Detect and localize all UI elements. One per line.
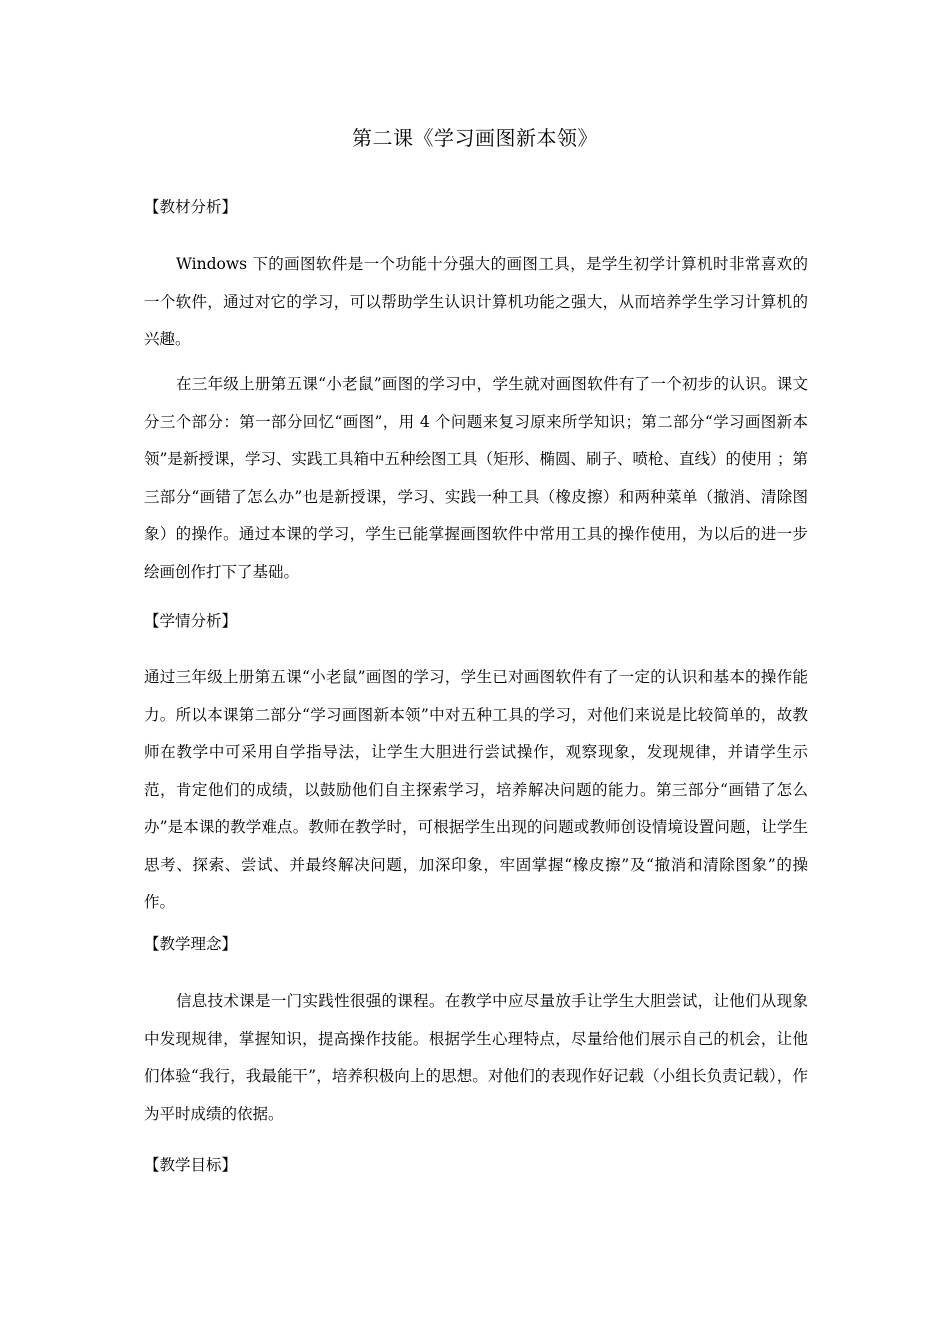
- section-heading-teaching-goals: 【教学目标】: [144, 1156, 238, 1174]
- paragraph-teaching-philosophy: 信息技术课是一门实践性很强的课程。在教学中应尽量放手让学生大胆尝试，让他们从现象中发现规律，掌握知识，提高操作技能。根据学生心理特点，尽量给他们展示自己的机会，让他们体验“我行，我最能干”，培养积极向上的思想。对他们的表现作好记载（小组长负责记载），作为平时成绩的依据。: [144, 992, 808, 1123]
- section-heading-textbook-analysis: 【教材分析】: [144, 198, 238, 216]
- paragraph-textbook-analysis-1: Windows 下的画图软件是一个功能十分强大的画图工具，是学生初学计算机时非常喜欢的一个软件，通过对它的学习，可以帮助学生认识计算机功能之强大，从而培养学生学习计算机的兴趣。: [144, 255, 808, 348]
- section-heading-teaching-philosophy: 【教学理念】: [144, 935, 238, 953]
- document-title: 第二课《学习画图新本领》: [352, 126, 598, 150]
- paragraph-student-analysis: 通过三年级上册第五课“小老鼠”画图的学习，学生已对画图软件有了一定的认识和基本的操作能力。所以本课第二部分“学习画图新本领”中对五种工具的学习，对他们来说是比较简单的，故教师在教学中可采用自学指导法，让学生大胆进行尝试操作，观察现象，发现规律，并请学生示范，肯定他们的成绩，以鼓励他们自主探索学习，培养解决问题的能力。第三部分“画错了怎么办”是本课的教学难点。教师在教学时，可根据学生出现的问题或教师创设情境设置问题，让学生思考、探索、尝试、并最终解决问题，加深印象，牢固掌握“橡皮擦”及“撤消和清除图象”的操作。: [144, 668, 808, 911]
- section-heading-student-analysis: 【学情分析】: [144, 612, 238, 630]
- paragraph-textbook-analysis-2: 在三年级上册第五课“小老鼠”画图的学习中，学生就对画图软件有了一个初步的认识。课文分三个部分：第一部分回忆“画图”，用 4 个问题来复习原来所学知识；第二部分“学习画图新本领”是新授课，学习、实践工具箱中五种绘图工具（矩形、椭圆、刷子、喷枪、直线）的使用 ；第三部分“画错了怎么办”也是新授课，学习、实践一种工具（橡皮擦）和两种菜单（撤消、清除图象）的操作。通过本课的学习，学生已能掌握画图软件中常用工具的操作使用，为以后的进一步绘画创作打下了基础。: [144, 375, 808, 581]
